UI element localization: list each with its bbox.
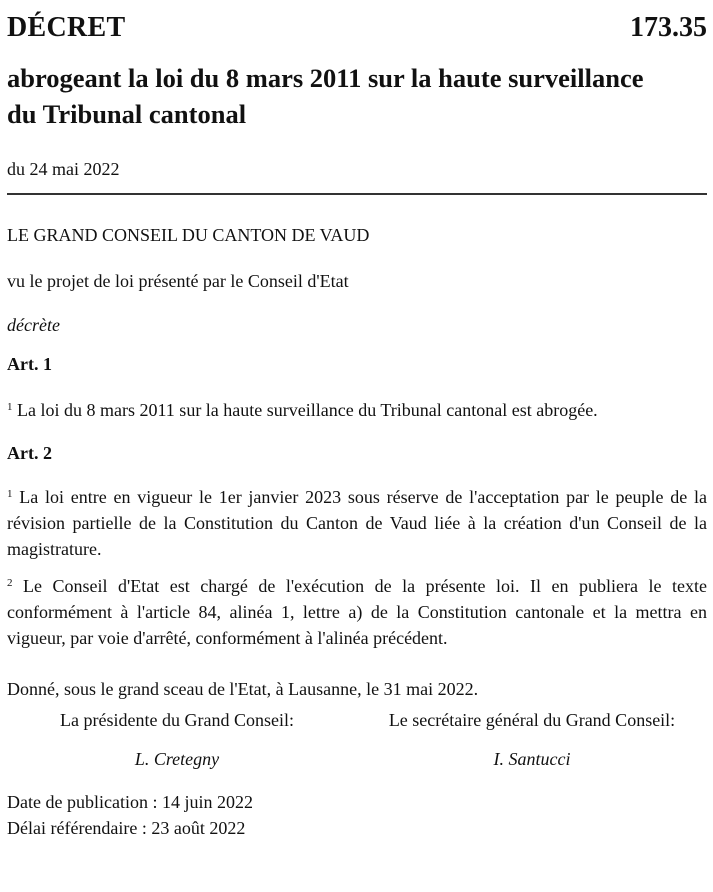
article-2-paragraph-1 — [7, 484, 707, 562]
given-clause: Donné, sous le grand sceau de l'Etat, à Lausanne, le 31 mai 2022. — [7, 679, 479, 699]
right-signature-role: Le secrétaire général du Grand Conseil: — [388, 710, 676, 730]
paragraph-number: 1 — [7, 401, 13, 413]
article-1-paragraph-1 — [7, 397, 707, 423]
decree-title — [7, 60, 707, 132]
article-2-paragraph-2 — [7, 573, 707, 651]
paragraph-number: 2 — [7, 577, 13, 589]
document-type: DÉCRET — [7, 12, 126, 43]
decree-date: du 24 mai 2022 — [7, 159, 120, 179]
article-2-heading: Art. 2 — [7, 443, 52, 463]
paragraph-text: Le Conseil d'Etat est chargé de l'exécution de la présente loi. Il en publiera le texte conformément à l'article 84, alinéa 1, lettre a) de la Constitution cantonale et la mettra en vigueur, par voie d'arrêté, conformément à l'alinéa précédent. — [7, 576, 708, 648]
title-line-2: du Tribunal cantonal — [7, 99, 247, 129]
referendum-deadline: Délai référendaire : 23 août 2022 — [7, 818, 246, 838]
header-row — [7, 12, 707, 48]
paragraph-number: 1 — [7, 488, 13, 500]
document-number: 173.35 — [630, 12, 707, 43]
paragraph-text: La loi entre en vigueur le 1er janvier 2023 sous réserve de l'acceptation par le peuple de la révision partielle de la Constitution du Canton de Vaud liée à la création d'un Conseil de la magistrature. — [7, 487, 708, 559]
publication-date: Date de publication : 14 juin 2022 — [7, 792, 253, 812]
article-1-heading: Art. 1 — [7, 354, 52, 374]
paragraph-text: La loi du 8 mars 2011 sur la haute surveillance du Tribunal cantonal est abrogée. — [17, 400, 598, 420]
left-signature-role: La présidente du Grand Conseil: — [60, 710, 294, 730]
right-signature-name: I. Santucci — [493, 749, 571, 769]
authority-line: LE GRAND CONSEIL DU CANTON DE VAUD — [7, 225, 370, 245]
vu-clause: vu le projet de loi présenté par le Conseil d'Etat — [7, 271, 349, 291]
decrete-clause: décrète — [7, 315, 60, 335]
title-line-1: abrogeant la loi du 8 mars 2011 sur la haute surveillance — [7, 63, 644, 93]
header-divider — [7, 193, 707, 195]
left-signature-name: L. Cretegny — [134, 749, 220, 769]
